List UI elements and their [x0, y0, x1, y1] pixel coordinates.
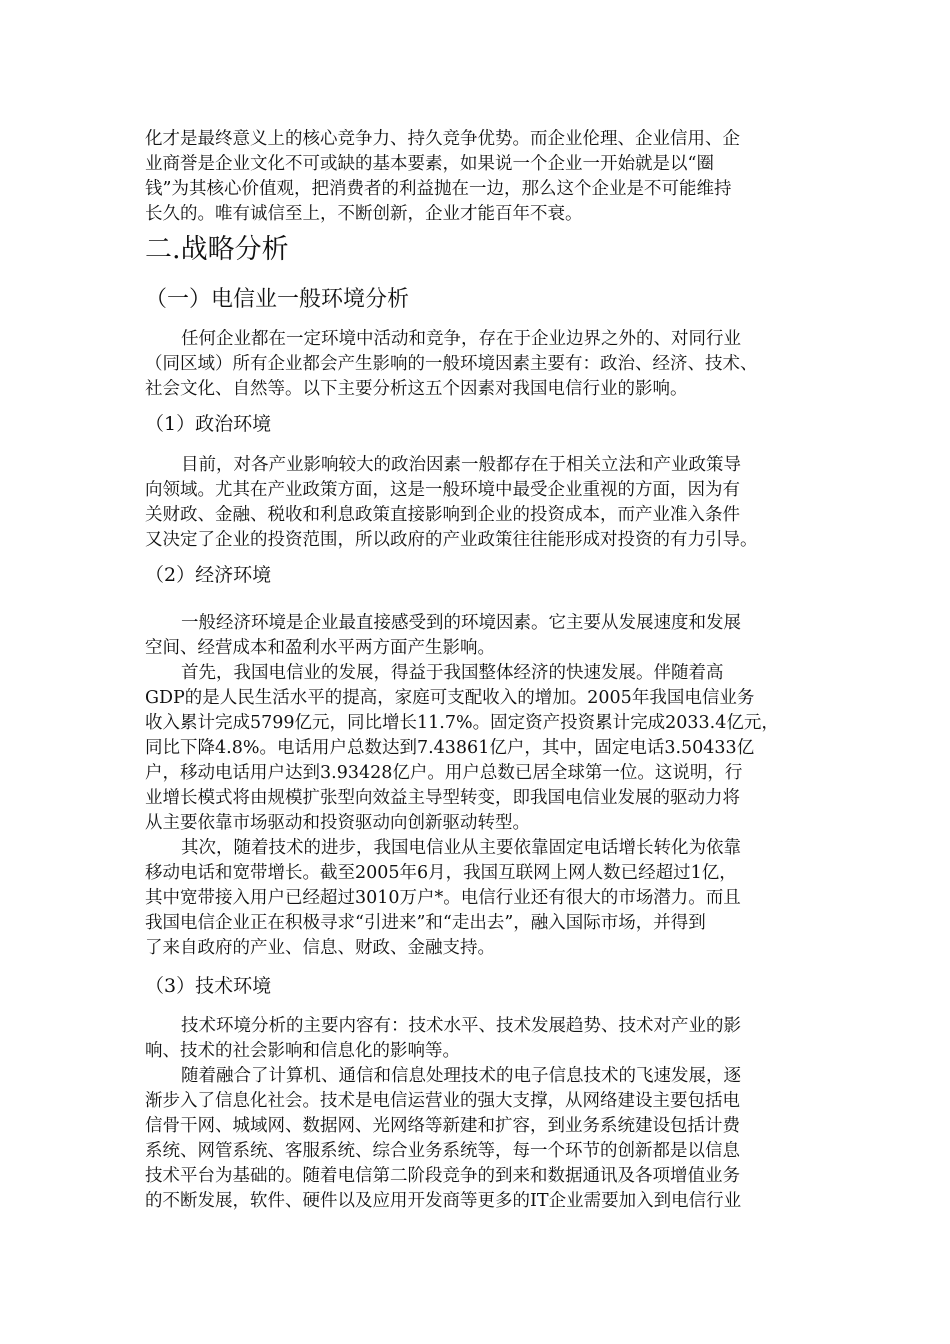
economy-p1-line-2: 空间、经营成本和盈利水平两方面产生影响。	[145, 638, 495, 658]
economy-p2-line-6: 业增长模式将由规模扩张型向效益主导型转变，即我国电信业发展的驱动力将	[145, 788, 740, 808]
subsection-heading: （一）电信业一般环境分析	[145, 287, 410, 312]
tech-p1-line-2: 响、技术的社会影响和信息化的影响等。	[145, 1041, 460, 1061]
tech-p2-line-3: 信骨干网、城域网、数据网、光网络等新建和扩容，到业务系统建设包括计费	[145, 1116, 740, 1136]
economy-p3-line-4: 我国电信企业正在积极寻求“引进来”和“走出去”，融入国际市场，并得到	[145, 913, 706, 933]
intro-line-2: 业商誉是企业文化不可或缺的基本要素，如果说一个企业一开始就是以“圈	[145, 154, 714, 174]
tech-p2-line-4: 系统、网管系统、客服系统、综合业务系统等，每一个环节的创新都是以信息	[145, 1141, 740, 1161]
economy-p3-line-5: 了来自政府的产业、信息、财政、金融支持。	[145, 938, 495, 958]
tech-p1-line-1: 技术环境分析的主要内容有：技术水平、技术发展趋势、技术对产业的影	[181, 1016, 741, 1036]
tech-p2-line-5: 技术平台为基础的。随着电信第二阶段竞争的到来和数据通讯及各项增值业务	[145, 1166, 740, 1186]
economy-p2-line-2: GDP的是人民生活水平的提高，家庭可支配收入的增加。2005年我国电信业务	[145, 688, 755, 708]
subsection-para-line-1: 任何企业都在一定环境中活动和竞争，存在于企业边界之外的、对同行业	[181, 329, 741, 349]
intro-line-4: 长久的。唯有诚信至上，不断创新，企业才能百年不衰。	[145, 204, 583, 224]
economy-p3-line-3: 其中宽带接入用户已经超过3010万户*。电信行业还有很大的市场潜力。而且	[145, 888, 741, 908]
intro-line-3: 钱”为其核心价值观，把消费者的利益抛在一边，那么这个企业是不可能维持	[145, 179, 732, 199]
tech-p2-line-2: 渐步入了信息化社会。技术是电信运营业的强大支撑，从网络建设主要包括电	[145, 1091, 740, 1111]
economy-p2-line-1: 首先，我国电信业的发展，得益于我国整体经济的快速发展。伴随着高	[181, 663, 724, 683]
economy-p3-line-2: 移动电话和宽带增长。截至2005年6月，我国互联网上网人数已经超过1亿，	[145, 863, 737, 883]
economy-p3-line-1: 其次，随着技术的进步，我国电信业从主要依靠固定电话增长转化为依靠	[181, 838, 741, 858]
tech-p2-line-6: 的不断发展，软件、硬件以及应用开发商等更多的IT企业需要加入到电信行业	[145, 1191, 742, 1211]
tech-p2-line-1: 随着融合了计算机、通信和信息处理技术的电子信息技术的飞速发展，逐	[181, 1066, 741, 1086]
economy-p2-line-7: 从主要依靠市场驱动和投资驱动向创新驱动转型。	[145, 813, 530, 833]
subsection-para-line-2: （同区域）所有企业都会产生影响的一般环境因素主要有：政治、经济、技术、	[145, 354, 758, 374]
politics-line-4: 又决定了企业的投资范围，所以政府的产业政策往往能形成对投资的有力引导。	[145, 530, 758, 550]
economy-p1-line-1: 一般经济环境是企业最直接感受到的环境因素。它主要从发展速度和发展	[181, 613, 741, 633]
heading-technology: （3）技术环境	[145, 975, 272, 997]
subsection-para-line-3: 社会文化、自然等。以下主要分析这五个因素对我国电信行业的影响。	[145, 379, 688, 399]
intro-line-1: 化才是最终意义上的核心竞争力、持久竞争优势。而企业伦理、企业信用、企	[145, 129, 740, 149]
politics-line-2: 向领域。尤其在产业政策方面，这是一般环境中最受企业重视的方面，因为有	[145, 480, 740, 500]
economy-p2-line-3: 收入累计完成5799亿元，同比增长11.7%。固定资产投资累计完成2033.4亿元，	[145, 713, 779, 733]
politics-line-1: 目前，对各产业影响较大的政治因素一般都存在于相关立法和产业政策导	[181, 455, 741, 475]
heading-economy: （2）经济环境	[145, 564, 272, 586]
heading-politics: （1）政治环境	[145, 413, 272, 435]
economy-p2-line-5: 户，移动电话用户达到3.93428亿户。用户总数已居全球第一位。这说明，行	[145, 763, 743, 783]
economy-p2-line-4: 同比下降4.8%。电话用户总数达到7.43861亿户，其中，固定电话3.50433亿	[145, 738, 755, 758]
section-heading: 二.战略分析	[145, 234, 289, 265]
politics-line-3: 关财政、金融、税收和利息政策直接影响到企业的投资成本，而产业准入条件	[145, 505, 740, 525]
